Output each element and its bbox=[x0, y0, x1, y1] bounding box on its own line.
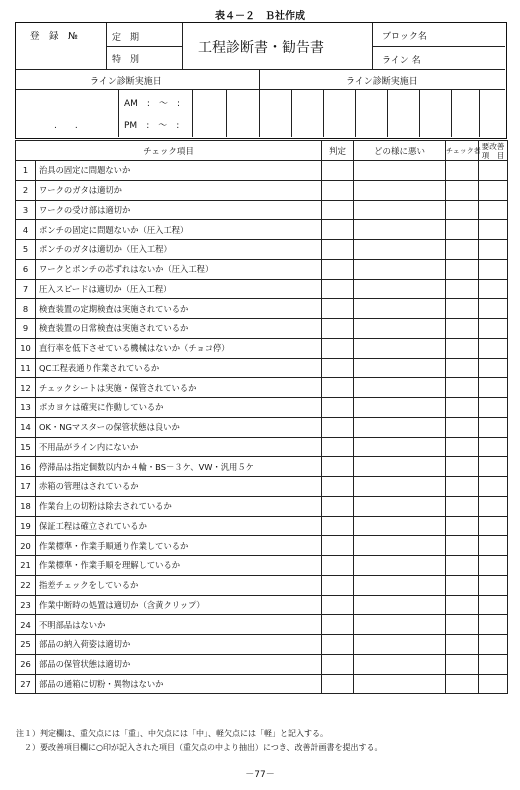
item-number: 22 bbox=[16, 575, 36, 595]
judgement-cell bbox=[322, 180, 354, 200]
improvement-cell bbox=[479, 180, 508, 200]
item-number: 18 bbox=[16, 496, 36, 516]
table-row bbox=[16, 615, 508, 635]
judgement-cell bbox=[322, 595, 354, 615]
item-text: 圧入スピードは適切か（圧入工程） bbox=[36, 279, 322, 299]
item-text: 指差チェックをしているか bbox=[36, 575, 322, 595]
how-bad-cell bbox=[354, 654, 446, 674]
item-number: 17 bbox=[16, 477, 36, 497]
item-number: 15 bbox=[16, 437, 36, 457]
item-number: 23 bbox=[16, 595, 36, 615]
table-row bbox=[16, 299, 508, 319]
improvement-cell bbox=[479, 338, 508, 358]
item-text: 不明部品はないか bbox=[36, 615, 322, 635]
improvement-cell bbox=[479, 496, 508, 516]
improvement-cell bbox=[479, 556, 508, 576]
item-text: 作業台上の切粉は除去されているか bbox=[36, 496, 322, 516]
checklist-table bbox=[15, 140, 508, 694]
table-row bbox=[16, 161, 508, 181]
table-row bbox=[16, 220, 508, 240]
table-row bbox=[16, 200, 508, 220]
item-text: ポカヨケは確実に作動しているか bbox=[36, 398, 322, 418]
how-bad-cell bbox=[354, 240, 446, 260]
table-row bbox=[16, 319, 508, 339]
how-bad-cell bbox=[354, 200, 446, 220]
judgement-cell bbox=[322, 477, 354, 497]
improvement-cell bbox=[479, 220, 508, 240]
column-check-item: チェック項目 bbox=[16, 141, 322, 161]
improvement-cell bbox=[479, 398, 508, 418]
item-number: 21 bbox=[16, 556, 36, 576]
item-text: ワークのガタは適切か bbox=[36, 180, 322, 200]
item-number: 24 bbox=[16, 615, 36, 635]
how-bad-cell bbox=[354, 457, 446, 477]
improvement-cell bbox=[479, 595, 508, 615]
table-row bbox=[16, 674, 508, 694]
checker-cell bbox=[446, 200, 479, 220]
how-bad-cell bbox=[354, 161, 446, 181]
judgement-cell bbox=[322, 496, 354, 516]
how-bad-cell bbox=[354, 398, 446, 418]
item-number: 6 bbox=[16, 259, 36, 279]
how-bad-cell bbox=[354, 259, 446, 279]
item-text: 作業標準・作業手順を理解しているか bbox=[36, 556, 322, 576]
judgement-cell bbox=[322, 575, 354, 595]
column-judgement: 判定 bbox=[322, 141, 354, 161]
table-row bbox=[16, 259, 508, 279]
checker-cell bbox=[446, 299, 479, 319]
judgement-cell bbox=[322, 437, 354, 457]
how-bad-cell bbox=[354, 674, 446, 694]
improvement-cell bbox=[479, 457, 508, 477]
table-row bbox=[16, 398, 508, 418]
page-number: －77－ bbox=[245, 770, 275, 780]
how-bad-cell bbox=[354, 279, 446, 299]
how-bad-cell bbox=[354, 378, 446, 398]
how-bad-cell bbox=[354, 417, 446, 437]
item-text: ポンチのガタは適切か（圧入工程） bbox=[36, 240, 322, 260]
checker-cell bbox=[446, 536, 479, 556]
judgement-cell bbox=[322, 200, 354, 220]
checker-cell bbox=[446, 378, 479, 398]
registration-number-label: 登 録 № bbox=[30, 31, 78, 42]
pm-time-row: PM : ～ : bbox=[124, 121, 180, 131]
item-number: 5 bbox=[16, 240, 36, 260]
diagnosis-date-label-right: ライン診断実施日 bbox=[346, 77, 418, 87]
checker-cell bbox=[446, 338, 479, 358]
checker-cell bbox=[446, 417, 479, 437]
column-improvement-line2: 項 目 bbox=[481, 150, 505, 160]
date-placeholder: . . bbox=[54, 121, 78, 131]
how-bad-cell bbox=[354, 556, 446, 576]
checker-cell bbox=[446, 615, 479, 635]
periodic-label: 定 期 bbox=[112, 33, 140, 43]
column-how-bad: どの様に悪い bbox=[354, 141, 446, 161]
checker-cell bbox=[446, 398, 479, 418]
checker-cell bbox=[446, 477, 479, 497]
item-number: 20 bbox=[16, 536, 36, 556]
item-number: 27 bbox=[16, 674, 36, 694]
table-caption: 表４－２ Ｂ社作成 bbox=[215, 11, 305, 22]
checker-cell bbox=[446, 575, 479, 595]
table-row bbox=[16, 635, 508, 655]
improvement-cell bbox=[479, 259, 508, 279]
item-number: 8 bbox=[16, 299, 36, 319]
table-row bbox=[16, 457, 508, 477]
checker-cell bbox=[446, 161, 479, 181]
form-title: 工程診断書・勧告書 bbox=[198, 40, 324, 56]
table-row bbox=[16, 180, 508, 200]
checker-cell bbox=[446, 279, 479, 299]
item-text: 治具の固定に問題ないか bbox=[36, 161, 322, 181]
judgement-cell bbox=[322, 615, 354, 635]
item-text: 停滞品は指定個数以内か４輪・BS－３ケ、VW・汎用５ケ bbox=[36, 457, 322, 477]
table-row bbox=[16, 417, 508, 437]
item-text: 検査装置の日常検査は実施されているか bbox=[36, 319, 322, 339]
checker-cell bbox=[446, 654, 479, 674]
form-header bbox=[15, 22, 507, 139]
checker-cell bbox=[446, 556, 479, 576]
item-text: 保証工程は確立されているか bbox=[36, 516, 322, 536]
improvement-cell bbox=[479, 200, 508, 220]
am-time-row: AM : ～ : bbox=[124, 99, 180, 109]
footnotes bbox=[16, 727, 383, 755]
checker-cell bbox=[446, 635, 479, 655]
footnote-2: ２）要改善項目欄に○印が記入された項目（重欠点の中より抽出）につき、改善計画書を提出する。 bbox=[16, 743, 383, 752]
item-number: 14 bbox=[16, 417, 36, 437]
judgement-cell bbox=[322, 279, 354, 299]
item-text: 部品の通箱に切粉・異物はないか bbox=[36, 674, 322, 694]
improvement-cell bbox=[479, 279, 508, 299]
judgement-cell bbox=[322, 654, 354, 674]
how-bad-cell bbox=[354, 516, 446, 536]
improvement-cell bbox=[479, 654, 508, 674]
table-row bbox=[16, 338, 508, 358]
item-number: 3 bbox=[16, 200, 36, 220]
improvement-cell bbox=[479, 319, 508, 339]
item-text: OK・NGマスターの保管状態は良いか bbox=[36, 417, 322, 437]
table-row bbox=[16, 240, 508, 260]
item-number: 11 bbox=[16, 358, 36, 378]
judgement-cell bbox=[322, 259, 354, 279]
item-text: ワークとポンチの芯ずれはないか（圧入工程） bbox=[36, 259, 322, 279]
checker-cell bbox=[446, 516, 479, 536]
how-bad-cell bbox=[354, 635, 446, 655]
item-number: 7 bbox=[16, 279, 36, 299]
judgement-cell bbox=[322, 457, 354, 477]
judgement-cell bbox=[322, 220, 354, 240]
checker-cell bbox=[446, 240, 479, 260]
judgement-cell bbox=[322, 161, 354, 181]
table-row bbox=[16, 516, 508, 536]
item-text: 作業中断時の処置は適切か（含黄クリップ） bbox=[36, 595, 322, 615]
item-number: 16 bbox=[16, 457, 36, 477]
how-bad-cell bbox=[354, 299, 446, 319]
table-row bbox=[16, 279, 508, 299]
improvement-cell bbox=[479, 358, 508, 378]
item-text: チェックシートは実施・保管されているか bbox=[36, 378, 322, 398]
item-number: 12 bbox=[16, 378, 36, 398]
checker-cell bbox=[446, 496, 479, 516]
how-bad-cell bbox=[354, 338, 446, 358]
checker-cell bbox=[446, 259, 479, 279]
how-bad-cell bbox=[354, 180, 446, 200]
item-number: 1 bbox=[16, 161, 36, 181]
judgement-cell bbox=[322, 319, 354, 339]
item-text: 直行率を低下させている機械はないか（チョコ停） bbox=[36, 338, 322, 358]
checker-cell bbox=[446, 180, 479, 200]
column-checker: チェック者 bbox=[446, 141, 479, 161]
item-text: 赤箱の管理はされているか bbox=[36, 477, 322, 497]
how-bad-cell bbox=[354, 220, 446, 240]
checklist-body bbox=[16, 161, 508, 694]
judgement-cell bbox=[322, 299, 354, 319]
item-text: QC工程表通り作業されているか bbox=[36, 358, 322, 378]
table-row bbox=[16, 556, 508, 576]
footnote-1: 注１）判定欄は、重欠点には「重」、中欠点には「中」、軽欠点には「軽」と記入する。 bbox=[16, 729, 328, 738]
checker-cell bbox=[446, 220, 479, 240]
special-label: 特 別 bbox=[112, 55, 140, 65]
column-improvement-line1: 要改善 bbox=[481, 141, 505, 151]
table-row bbox=[16, 536, 508, 556]
improvement-cell bbox=[479, 477, 508, 497]
improvement-cell bbox=[479, 161, 508, 181]
checker-cell bbox=[446, 358, 479, 378]
improvement-cell bbox=[479, 299, 508, 319]
how-bad-cell bbox=[354, 319, 446, 339]
improvement-cell bbox=[479, 615, 508, 635]
checker-cell bbox=[446, 674, 479, 694]
diagnosis-date-label-left: ライン診断実施日 bbox=[90, 77, 162, 87]
judgement-cell bbox=[322, 417, 354, 437]
judgement-cell bbox=[322, 338, 354, 358]
checker-cell bbox=[446, 437, 479, 457]
table-row bbox=[16, 358, 508, 378]
checklist-header-row bbox=[16, 141, 508, 161]
table-row bbox=[16, 496, 508, 516]
improvement-cell bbox=[479, 536, 508, 556]
how-bad-cell bbox=[354, 358, 446, 378]
item-number: 25 bbox=[16, 635, 36, 655]
improvement-cell bbox=[479, 516, 508, 536]
improvement-cell bbox=[479, 378, 508, 398]
improvement-cell bbox=[479, 437, 508, 457]
how-bad-cell bbox=[354, 595, 446, 615]
judgement-cell bbox=[322, 378, 354, 398]
table-row bbox=[16, 477, 508, 497]
judgement-cell bbox=[322, 240, 354, 260]
table-row bbox=[16, 378, 508, 398]
table-row bbox=[16, 595, 508, 615]
item-number: 4 bbox=[16, 220, 36, 240]
judgement-cell bbox=[322, 358, 354, 378]
improvement-cell bbox=[479, 674, 508, 694]
item-number: 19 bbox=[16, 516, 36, 536]
column-improvement bbox=[479, 141, 508, 161]
item-text: 検査装置の定期検査は実施されているか bbox=[36, 299, 322, 319]
checker-cell bbox=[446, 595, 479, 615]
table-row bbox=[16, 654, 508, 674]
improvement-cell bbox=[479, 575, 508, 595]
improvement-cell bbox=[479, 240, 508, 260]
judgement-cell bbox=[322, 536, 354, 556]
how-bad-cell bbox=[354, 536, 446, 556]
how-bad-cell bbox=[354, 496, 446, 516]
checker-cell bbox=[446, 319, 479, 339]
judgement-cell bbox=[322, 635, 354, 655]
table-row bbox=[16, 437, 508, 457]
item-text: ポンチの固定に問題ないか（圧入工程） bbox=[36, 220, 322, 240]
how-bad-cell bbox=[354, 615, 446, 635]
item-number: 13 bbox=[16, 398, 36, 418]
item-text: 作業標準・作業手順通り作業しているか bbox=[36, 536, 322, 556]
judgement-cell bbox=[322, 516, 354, 536]
block-name-label: ブロック名 bbox=[382, 32, 427, 42]
checker-cell bbox=[446, 457, 479, 477]
table-row bbox=[16, 575, 508, 595]
item-text: ワークの受け部は適切か bbox=[36, 200, 322, 220]
item-text: 部品の納入荷姿は適切か bbox=[36, 635, 322, 655]
item-text: 不用品がライン内にないか bbox=[36, 437, 322, 457]
item-number: 2 bbox=[16, 180, 36, 200]
line-name-label: ライン 名 bbox=[382, 56, 421, 66]
item-number: 26 bbox=[16, 654, 36, 674]
item-text: 部品の保管状態は適切か bbox=[36, 654, 322, 674]
judgement-cell bbox=[322, 398, 354, 418]
item-number: 9 bbox=[16, 319, 36, 339]
improvement-cell bbox=[479, 635, 508, 655]
how-bad-cell bbox=[354, 437, 446, 457]
judgement-cell bbox=[322, 556, 354, 576]
item-number: 10 bbox=[16, 338, 36, 358]
improvement-cell bbox=[479, 417, 508, 437]
how-bad-cell bbox=[354, 477, 446, 497]
how-bad-cell bbox=[354, 575, 446, 595]
judgement-cell bbox=[322, 674, 354, 694]
